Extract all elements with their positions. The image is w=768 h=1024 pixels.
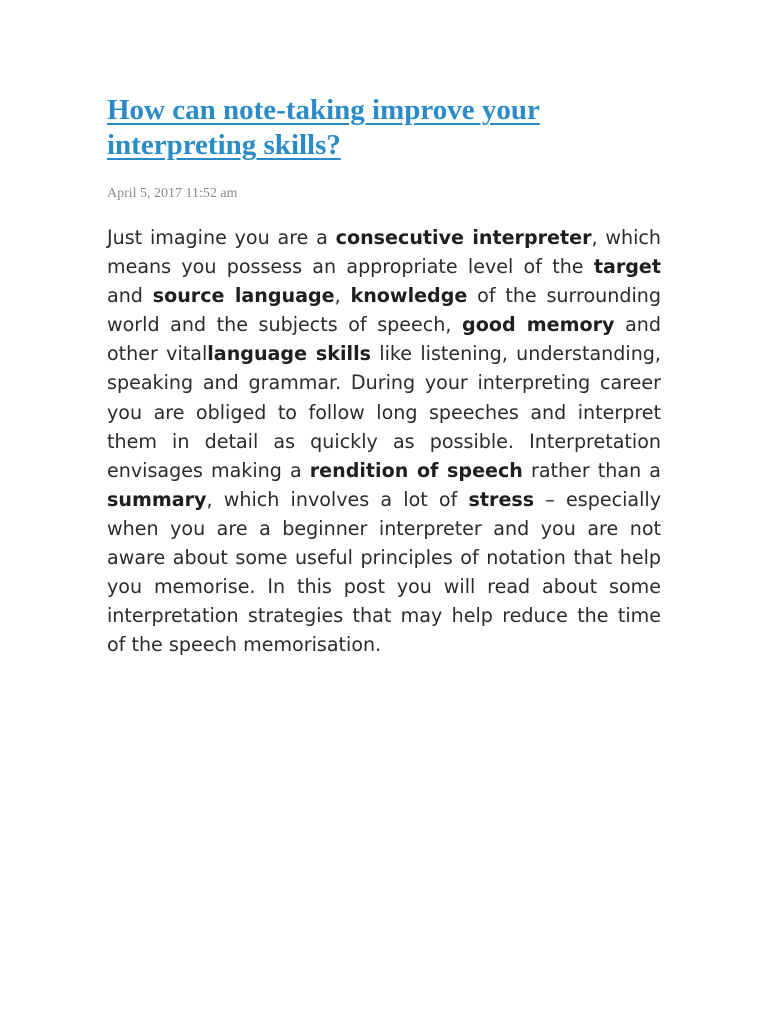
post-date: April 5, 2017 11:52 am [107,186,238,201]
body-emphasis: stress [468,487,535,511]
body-text: of the surrounding world and the subjects of speech, [107,284,661,337]
body-text: and other vital [107,313,661,366]
body-emphasis: source language [152,284,335,308]
body-emphasis: consecutive interpreter [335,226,592,249]
body-text: , which means you possess an appropriate level of the [107,226,661,279]
body-text: , which involves a lot of [206,487,469,511]
body-emphasis: good memory [462,313,615,337]
body-text: and [107,284,153,308]
post-title-link[interactable]: How can note-taking improve your interpreting skills? [107,94,540,161]
body-text: like listening, understanding, speaking and grammar. During your interpreting career you are obliged to follow long speeches and interpret them in detail as quickly as possible. Interpretation envisages making a [107,342,661,482]
body-emphasis: summary [107,487,207,511]
body-emphasis: target [593,255,661,279]
body-text: Just imagine you are a [107,226,336,249]
body-text: – especially when you are a beginner interpreter and you are not aware about some useful principles of notation that help you memorise. In this post you will read about some interpretation strategies that may help reduce the time of the speech memorisation. [107,487,662,657]
body-emphasis: language skills [207,342,371,366]
body-text: rather than a [522,458,661,482]
body-emphasis: knowledge [350,284,468,308]
body-text: , [334,284,351,308]
body-emphasis: rendition of speech [309,458,523,482]
post-body [107,223,661,659]
